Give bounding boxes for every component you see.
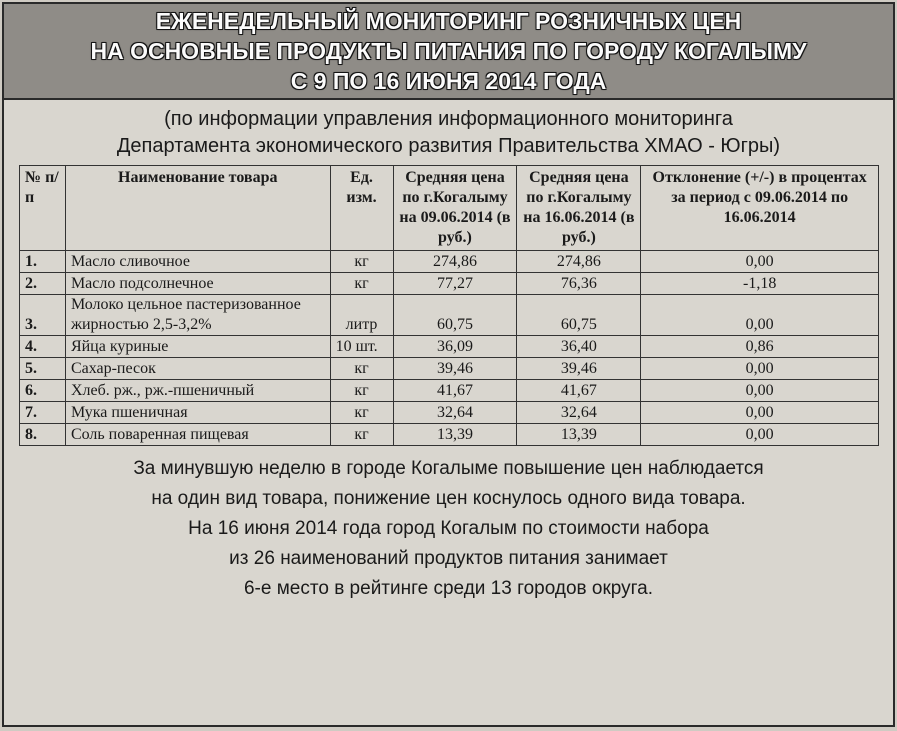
row-unit: 10 шт. xyxy=(330,336,393,358)
row-price-1606: 13,39 xyxy=(517,424,641,446)
row-num: 3. xyxy=(20,295,66,336)
header-unit: Ед. изм. xyxy=(330,166,393,251)
row-name: Масло сливочное xyxy=(65,251,330,273)
summary-line-4: из 26 наименований продуктов питания занимает xyxy=(229,548,668,569)
row-price-1606: 60,75 xyxy=(517,295,641,336)
row-price-0906: 13,39 xyxy=(393,424,517,446)
row-unit: кг xyxy=(330,251,393,273)
table-row xyxy=(20,424,879,446)
price-table-wrapper xyxy=(4,165,893,446)
row-name: Хлеб. рж., рж.-пшеничный xyxy=(65,380,330,402)
row-num: 1. xyxy=(20,251,66,273)
article-header xyxy=(4,4,893,100)
row-deviation: 0,00 xyxy=(641,251,879,273)
row-unit: литр xyxy=(330,295,393,336)
row-price-0906: 36,09 xyxy=(393,336,517,358)
header-num: № п/п xyxy=(20,166,66,251)
row-price-0906: 39,46 xyxy=(393,358,517,380)
row-price-0906: 41,67 xyxy=(393,380,517,402)
table-row xyxy=(20,336,879,358)
row-price-1606: 274,86 xyxy=(517,251,641,273)
price-monitoring-article xyxy=(2,2,895,727)
table-row xyxy=(20,295,879,336)
summary-line-3: На 16 июня 2014 года город Когалым по стоимости набора xyxy=(188,518,709,539)
header-price-0906: Средняя цена по г.Когалыму на 09.06.2014 (в руб.) xyxy=(393,166,517,251)
row-deviation: 0,00 xyxy=(641,402,879,424)
header-title-line-1: ЕЖЕНЕДЕЛЬНЫЙ МОНИТОРИНГ РОЗНИЧНЫХ ЦЕН xyxy=(155,8,742,34)
row-deviation: 0,00 xyxy=(641,295,879,336)
row-deviation: 0,00 xyxy=(641,424,879,446)
header-title-line-2: НА ОСНОВНЫЕ ПРОДУКТЫ ПИТАНИЯ ПО ГОРОДУ КОГАЛЫМУ xyxy=(90,38,807,64)
table-header-row xyxy=(20,166,879,251)
table-row xyxy=(20,358,879,380)
table-row xyxy=(20,273,879,295)
summary-text xyxy=(4,454,893,604)
row-unit: кг xyxy=(330,273,393,295)
row-num: 4. xyxy=(20,336,66,358)
row-price-1606: 36,40 xyxy=(517,336,641,358)
row-price-1606: 39,46 xyxy=(517,358,641,380)
row-deviation: 0,00 xyxy=(641,380,879,402)
row-name: Масло подсолнечное xyxy=(65,273,330,295)
row-name: Сахар-песок xyxy=(65,358,330,380)
row-price-0906: 274,86 xyxy=(393,251,517,273)
row-num: 8. xyxy=(20,424,66,446)
row-num: 2. xyxy=(20,273,66,295)
row-deviation: 0,00 xyxy=(641,358,879,380)
row-deviation: 0,86 xyxy=(641,336,879,358)
row-name: Мука пшеничная xyxy=(65,402,330,424)
summary-line-1: За минувшую неделю в городе Когалыме повышение цен наблюдается xyxy=(133,458,764,479)
row-name: Соль поваренная пищевая xyxy=(65,424,330,446)
header-price-1606: Средняя цена по г.Когалыму на 16.06.2014 (в руб.) xyxy=(517,166,641,251)
row-name: Яйца куриные xyxy=(65,336,330,358)
header-deviation: Отклонение (+/-) в процентах за период с 09.06.2014 по 16.06.2014 xyxy=(641,166,879,251)
row-price-0906: 60,75 xyxy=(393,295,517,336)
row-unit: кг xyxy=(330,358,393,380)
row-price-0906: 32,64 xyxy=(393,402,517,424)
summary-line-2: на один вид товара, понижение цен коснулось одного вида товара. xyxy=(151,488,746,509)
source-line-2: Департамента экономического развития Правительства ХМАО - Югры) xyxy=(116,135,781,157)
row-unit: кг xyxy=(330,424,393,446)
header-title-line-3: С 9 ПО 16 ИЮНЯ 2014 ГОДА xyxy=(290,68,607,94)
table-row xyxy=(20,380,879,402)
row-deviation: -1,18 xyxy=(641,273,879,295)
row-price-1606: 76,36 xyxy=(517,273,641,295)
header-name: Наименование товара xyxy=(65,166,330,251)
table-row xyxy=(20,251,879,273)
row-num: 6. xyxy=(20,380,66,402)
row-price-0906: 77,27 xyxy=(393,273,517,295)
row-unit: кг xyxy=(330,402,393,424)
row-price-1606: 41,67 xyxy=(517,380,641,402)
row-unit: кг xyxy=(330,380,393,402)
price-table xyxy=(19,165,879,446)
row-num: 7. xyxy=(20,402,66,424)
row-price-1606: 32,64 xyxy=(517,402,641,424)
row-name: Молоко цельное пастеризованное жирностью 2,5-3,2% xyxy=(65,295,330,336)
table-row xyxy=(20,402,879,424)
summary-line-5: 6-е место в рейтинге среди 13 городов округа. xyxy=(243,578,653,599)
source-note xyxy=(4,106,893,160)
row-num: 5. xyxy=(20,358,66,380)
source-line-1: (по информации управления информационного мониторинга xyxy=(164,108,733,130)
